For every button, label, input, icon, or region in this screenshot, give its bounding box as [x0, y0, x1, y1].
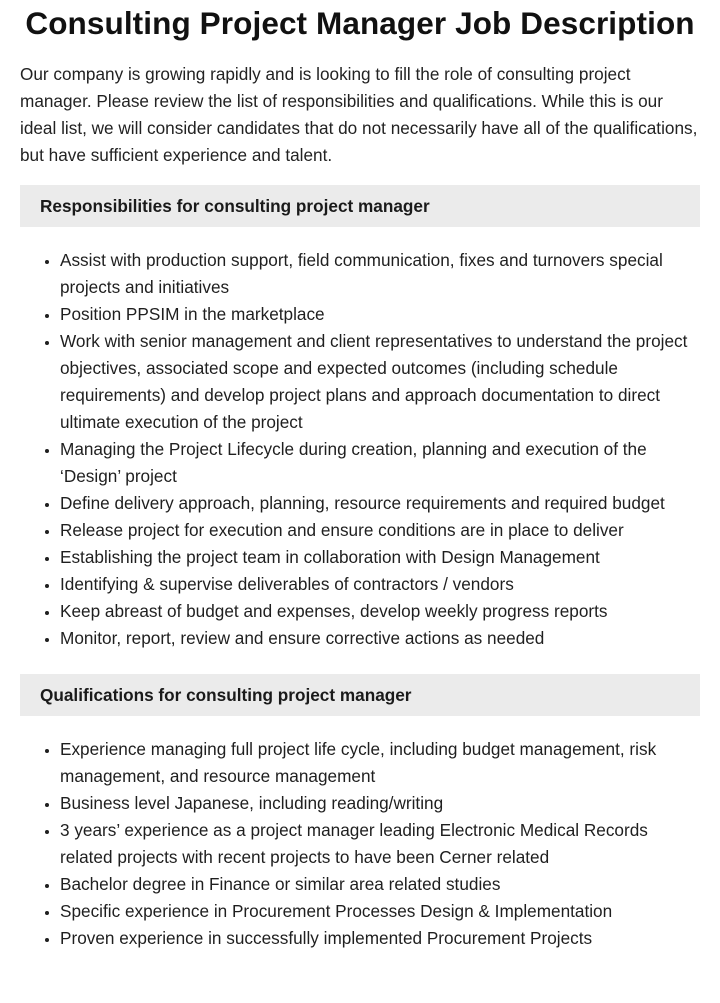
list-item: • Release project for execution and ensure conditions are in place to deliver: [60, 517, 700, 544]
list-item: • Managing the Project Lifecycle during creation, planning and execution of the ‘Design’ project: [60, 436, 700, 490]
list-item: • Business level Japanese, including reading/writing: [60, 790, 700, 817]
responsibilities-heading: Responsibilities for consulting project manager: [20, 185, 700, 227]
list-item: • Proven experience in successfully implemented Procurement Projects: [60, 925, 700, 952]
list-item: • Experience managing full project life cycle, including budget management, risk management, and resource management: [60, 736, 700, 790]
list-item: • Position PPSIM in the marketplace: [60, 301, 700, 328]
list-item: • Monitor, report, review and ensure corrective actions as needed: [60, 625, 700, 652]
intro-paragraph: Our company is growing rapidly and is looking to fill the role of consulting project manager. Please review the list of responsibilities and qualifications. While this is our ideal list, we will consider candidates that do not necessarily have all of the qualifications, but have sufficient experience and talent.: [20, 64, 698, 165]
responsibilities-list: [20, 247, 700, 652]
list-item: • Define delivery approach, planning, resource requirements and required budget: [60, 490, 700, 517]
list-item: • Establishing the project team in collaboration with Design Management: [60, 544, 700, 571]
list-item: • Keep abreast of budget and expenses, develop weekly progress reports: [60, 598, 700, 625]
list-item: • 3 years’ experience as a project manager leading Electronic Medical Records related projects with recent projects to have been Cerner related: [60, 817, 700, 871]
qualifications-list: [20, 736, 700, 952]
page-title: Consulting Project Manager Job Description: [25, 5, 695, 41]
list-item: • Identifying & supervise deliverables of contractors / vendors: [60, 571, 700, 598]
list-item: • Bachelor degree in Finance or similar area related studies: [60, 871, 700, 898]
list-item: • Work with senior management and client representatives to understand the project objectives, associated scope and expected outcomes (including schedule requirements) and develop project plans and approach documentation to direct ultimate execution of the project: [60, 328, 700, 436]
qualifications-heading: Qualifications for consulting project manager: [20, 674, 700, 716]
list-item: • Specific experience in Procurement Processes Design & Implementation: [60, 898, 700, 925]
list-item: • Assist with production support, field communication, fixes and turnovers special projects and initiatives: [60, 247, 700, 301]
